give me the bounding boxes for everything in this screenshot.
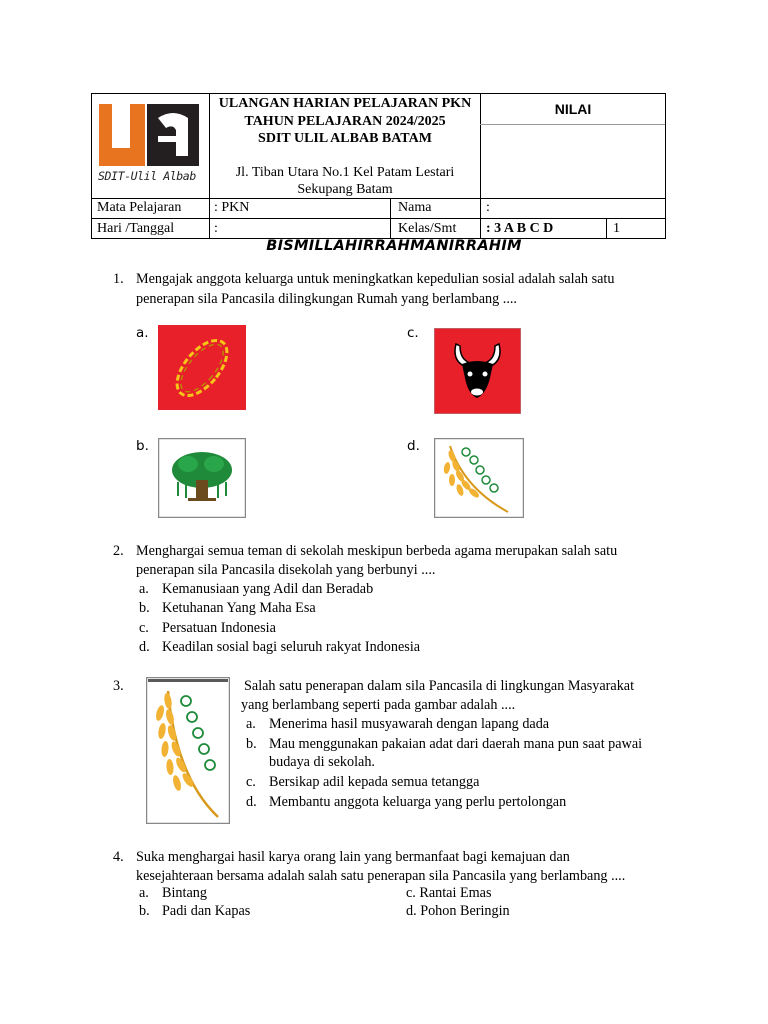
q3-option-d-text[interactable]: Membantu anggota keluarga yang perlu pertolongan [269,794,567,810]
q2-option-a-text[interactable]: Kemanusiaan yang Adil dan Beradab [162,581,374,597]
q2-option-b-text[interactable]: Ketuhanan Yang Maha Esa [162,600,316,616]
q2-option-d-text[interactable]: Keadilan sosial bagi seluruh rakyat Indonesia [162,639,421,655]
q1-option-b-label[interactable]: b. [136,438,149,454]
q2-option-a-letter: a. [139,581,149,597]
chain-symbol-icon[interactable] [158,325,246,410]
class-value: : 3 A B C D [486,221,554,236]
address-line-2: Sekupang Batam [297,182,393,197]
school-logo [96,100,204,196]
q4-option-b-letter: b. [139,903,150,919]
bismillah-heading: BISMILLAHIRRAHMANIRRAHIM [266,238,522,254]
q1-option-a-label[interactable]: a. [136,325,149,341]
question-4-number: 4. [113,849,124,865]
bull-head-symbol-icon[interactable] [434,328,521,414]
question-2-text-line-1: Menghargai semua teman di sekolah meskipun berbeda agama merupakan salah satu [136,543,618,559]
q3-option-c-letter: c. [246,774,256,790]
logo-caption: SDIT-Ulil Albab [98,169,196,183]
date-field[interactable]: : [214,221,218,236]
rice-cotton-large-icon [146,677,230,824]
exam-title: ULANGAN HARIAN PELAJARAN PKN [218,96,472,111]
name-label: Nama [398,200,432,215]
question-4-text-line-2: kesejahteraan bersama adalah salah satu penerapan sila Pancasila yang berlambang .... [136,868,626,884]
score-label: NILAI [554,101,592,117]
question-4-text-line-1: Suka menghargai hasil karya orang lain yang bermanfaat bagi kemajuan dan [136,849,570,865]
banyan-tree-symbol-icon[interactable] [158,438,246,518]
q2-option-c-text[interactable]: Persatuan Indonesia [162,620,276,636]
q2-option-d-letter: d. [139,639,150,655]
school-year: TAHUN PELAJARAN 2024/2025 [244,114,446,129]
q3-option-a-letter: a. [246,716,256,732]
q3-option-b-text-cont[interactable]: budaya di sekolah. [269,754,375,770]
q3-option-d-letter: d. [246,794,257,810]
q4-option-b-text[interactable]: Padi dan Kapas [162,903,251,919]
question-3-text-line-1: Salah satu penerapan dalam sila Pancasila di lingkungan Masyarakat [244,678,635,694]
q4-option-d-text[interactable]: d. Pohon Beringin [406,903,510,919]
question-3-text-line-2: yang berlambang seperti pada gambar adalah .... [241,697,516,713]
rice-cotton-symbol-icon[interactable] [434,438,524,518]
subject-value: : PKN [214,200,250,215]
subject-label: Mata Pelajaran [97,200,182,215]
question-2-text-line-2: penerapan sila Pancasila disekolah yang berbunyi .... [136,562,436,578]
q1-option-d-label[interactable]: d. [407,438,420,454]
header-table [91,93,666,239]
q4-option-a-letter: a. [139,885,149,901]
question-3-number: 3. [113,678,124,694]
question-2-number: 2. [113,543,124,559]
name-field[interactable]: : [486,200,490,215]
class-label: Kelas/Smt [398,221,457,236]
q1-option-c-label[interactable]: c. [407,325,419,341]
semester-value: 1 [613,221,620,236]
question-1-number: 1. [113,271,124,287]
date-label: Hari /Tanggal [97,221,175,236]
q3-option-b-text[interactable]: Mau menggunakan pakaian adat dari daerah mana pun saat pawai [269,736,643,752]
question-1-text-line-2: penerapan sila Pancasila dilingkungan Rumah yang berlambang .... [136,291,517,307]
q4-option-c-text[interactable]: c. Rantai Emas [406,885,492,901]
q2-option-b-letter: b. [139,600,150,616]
school-name: SDIT ULIL ALBAB BATAM [258,131,432,146]
q4-option-a-text[interactable]: Bintang [162,885,207,901]
q3-option-a-text[interactable]: Menerima hasil musyawarah dengan lapang dada [269,716,550,732]
q2-option-c-letter: c. [139,620,149,636]
address-line-1: Jl. Tiban Utara No.1 Kel Patam Lestari [235,165,455,180]
q3-option-b-letter: b. [246,736,257,752]
q3-option-c-text[interactable]: Bersikap adil kepada semua tetangga [269,774,480,790]
question-1-text-line-1: Mengajak anggota keluarga untuk meningkatkan kepedulian sosial adalah salah satu [136,271,615,287]
score-box[interactable] [481,125,665,197]
